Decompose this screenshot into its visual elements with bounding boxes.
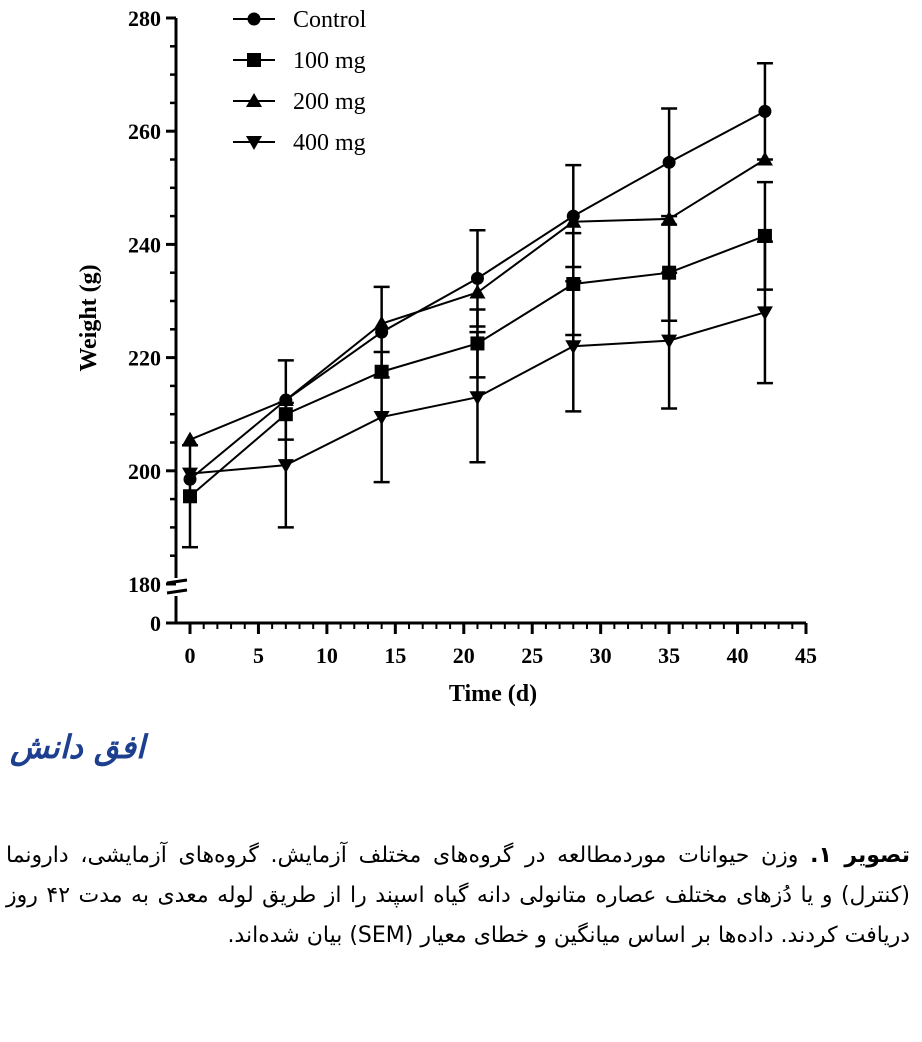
data-point-200-mg [182, 432, 198, 446]
x-tick-label: 10 [315, 643, 338, 668]
y-tick-label: 0 [150, 611, 161, 636]
y-tick-label: 180 [128, 572, 161, 597]
x-tick-label: 45 [795, 643, 817, 668]
data-point-control [663, 156, 676, 169]
y-tick-label: 240 [128, 232, 161, 258]
x-tick-label: 15 [384, 643, 407, 668]
x-tick-label: 30 [589, 643, 612, 668]
y-tick-label: 280 [128, 6, 161, 31]
x-axis [176, 623, 817, 668]
figure-caption [6, 836, 910, 956]
data-point-control [471, 272, 484, 285]
data-point-100-mg [183, 489, 197, 503]
legend-marker-100-mg [247, 53, 261, 67]
legend-label-400-mg: 400 mg [293, 130, 366, 156]
y-axis-title: Weight (g) [76, 264, 102, 372]
series-layer [182, 63, 773, 547]
legend-label-200-mg: 200 mg [293, 89, 366, 115]
data-point-control [758, 105, 771, 118]
legend-label-100-mg: 100 mg [293, 48, 366, 74]
caption-title: تصویر ۱. [810, 843, 910, 868]
legend [233, 7, 367, 156]
y-axis [128, 6, 187, 636]
x-tick-label: 25 [521, 643, 544, 668]
x-tick-label: 35 [658, 643, 681, 668]
data-point-200-mg [469, 285, 485, 299]
x-tick-label: 0 [184, 643, 196, 668]
data-point-400-mg [565, 340, 581, 354]
x-tick-label: 40 [726, 643, 749, 668]
y-tick-label: 220 [128, 345, 161, 371]
y-tick-label: 200 [128, 458, 161, 484]
legend-marker-control [248, 13, 261, 26]
x-tick-label: 20 [452, 643, 475, 668]
journal-logo: افق دانش [10, 728, 145, 766]
x-tick-label: 5 [252, 643, 264, 668]
x-axis-title: Time (d) [448, 681, 538, 707]
data-point-200-mg [661, 211, 677, 225]
data-point-400-mg [374, 411, 390, 425]
caption-body: وزن حیوانات موردمطالعه در گروه‌های مختلف آزمایش. گروه‌های آزمایشی، دارونما (کنترل) و یا دُزهای مختلف عصاره متانولی دانه گیاه اسپند را از طریق لوله معدی به مدت ۴۲ روز دریافت کردند. داده‌ها بر اساس میانگین و خطای معیار (SEM) بیان شده‌اند. [6, 843, 910, 948]
y-tick-label: 260 [128, 119, 161, 145]
y-axis-break-mark [167, 590, 187, 593]
legend-label-control: Control [293, 7, 367, 33]
